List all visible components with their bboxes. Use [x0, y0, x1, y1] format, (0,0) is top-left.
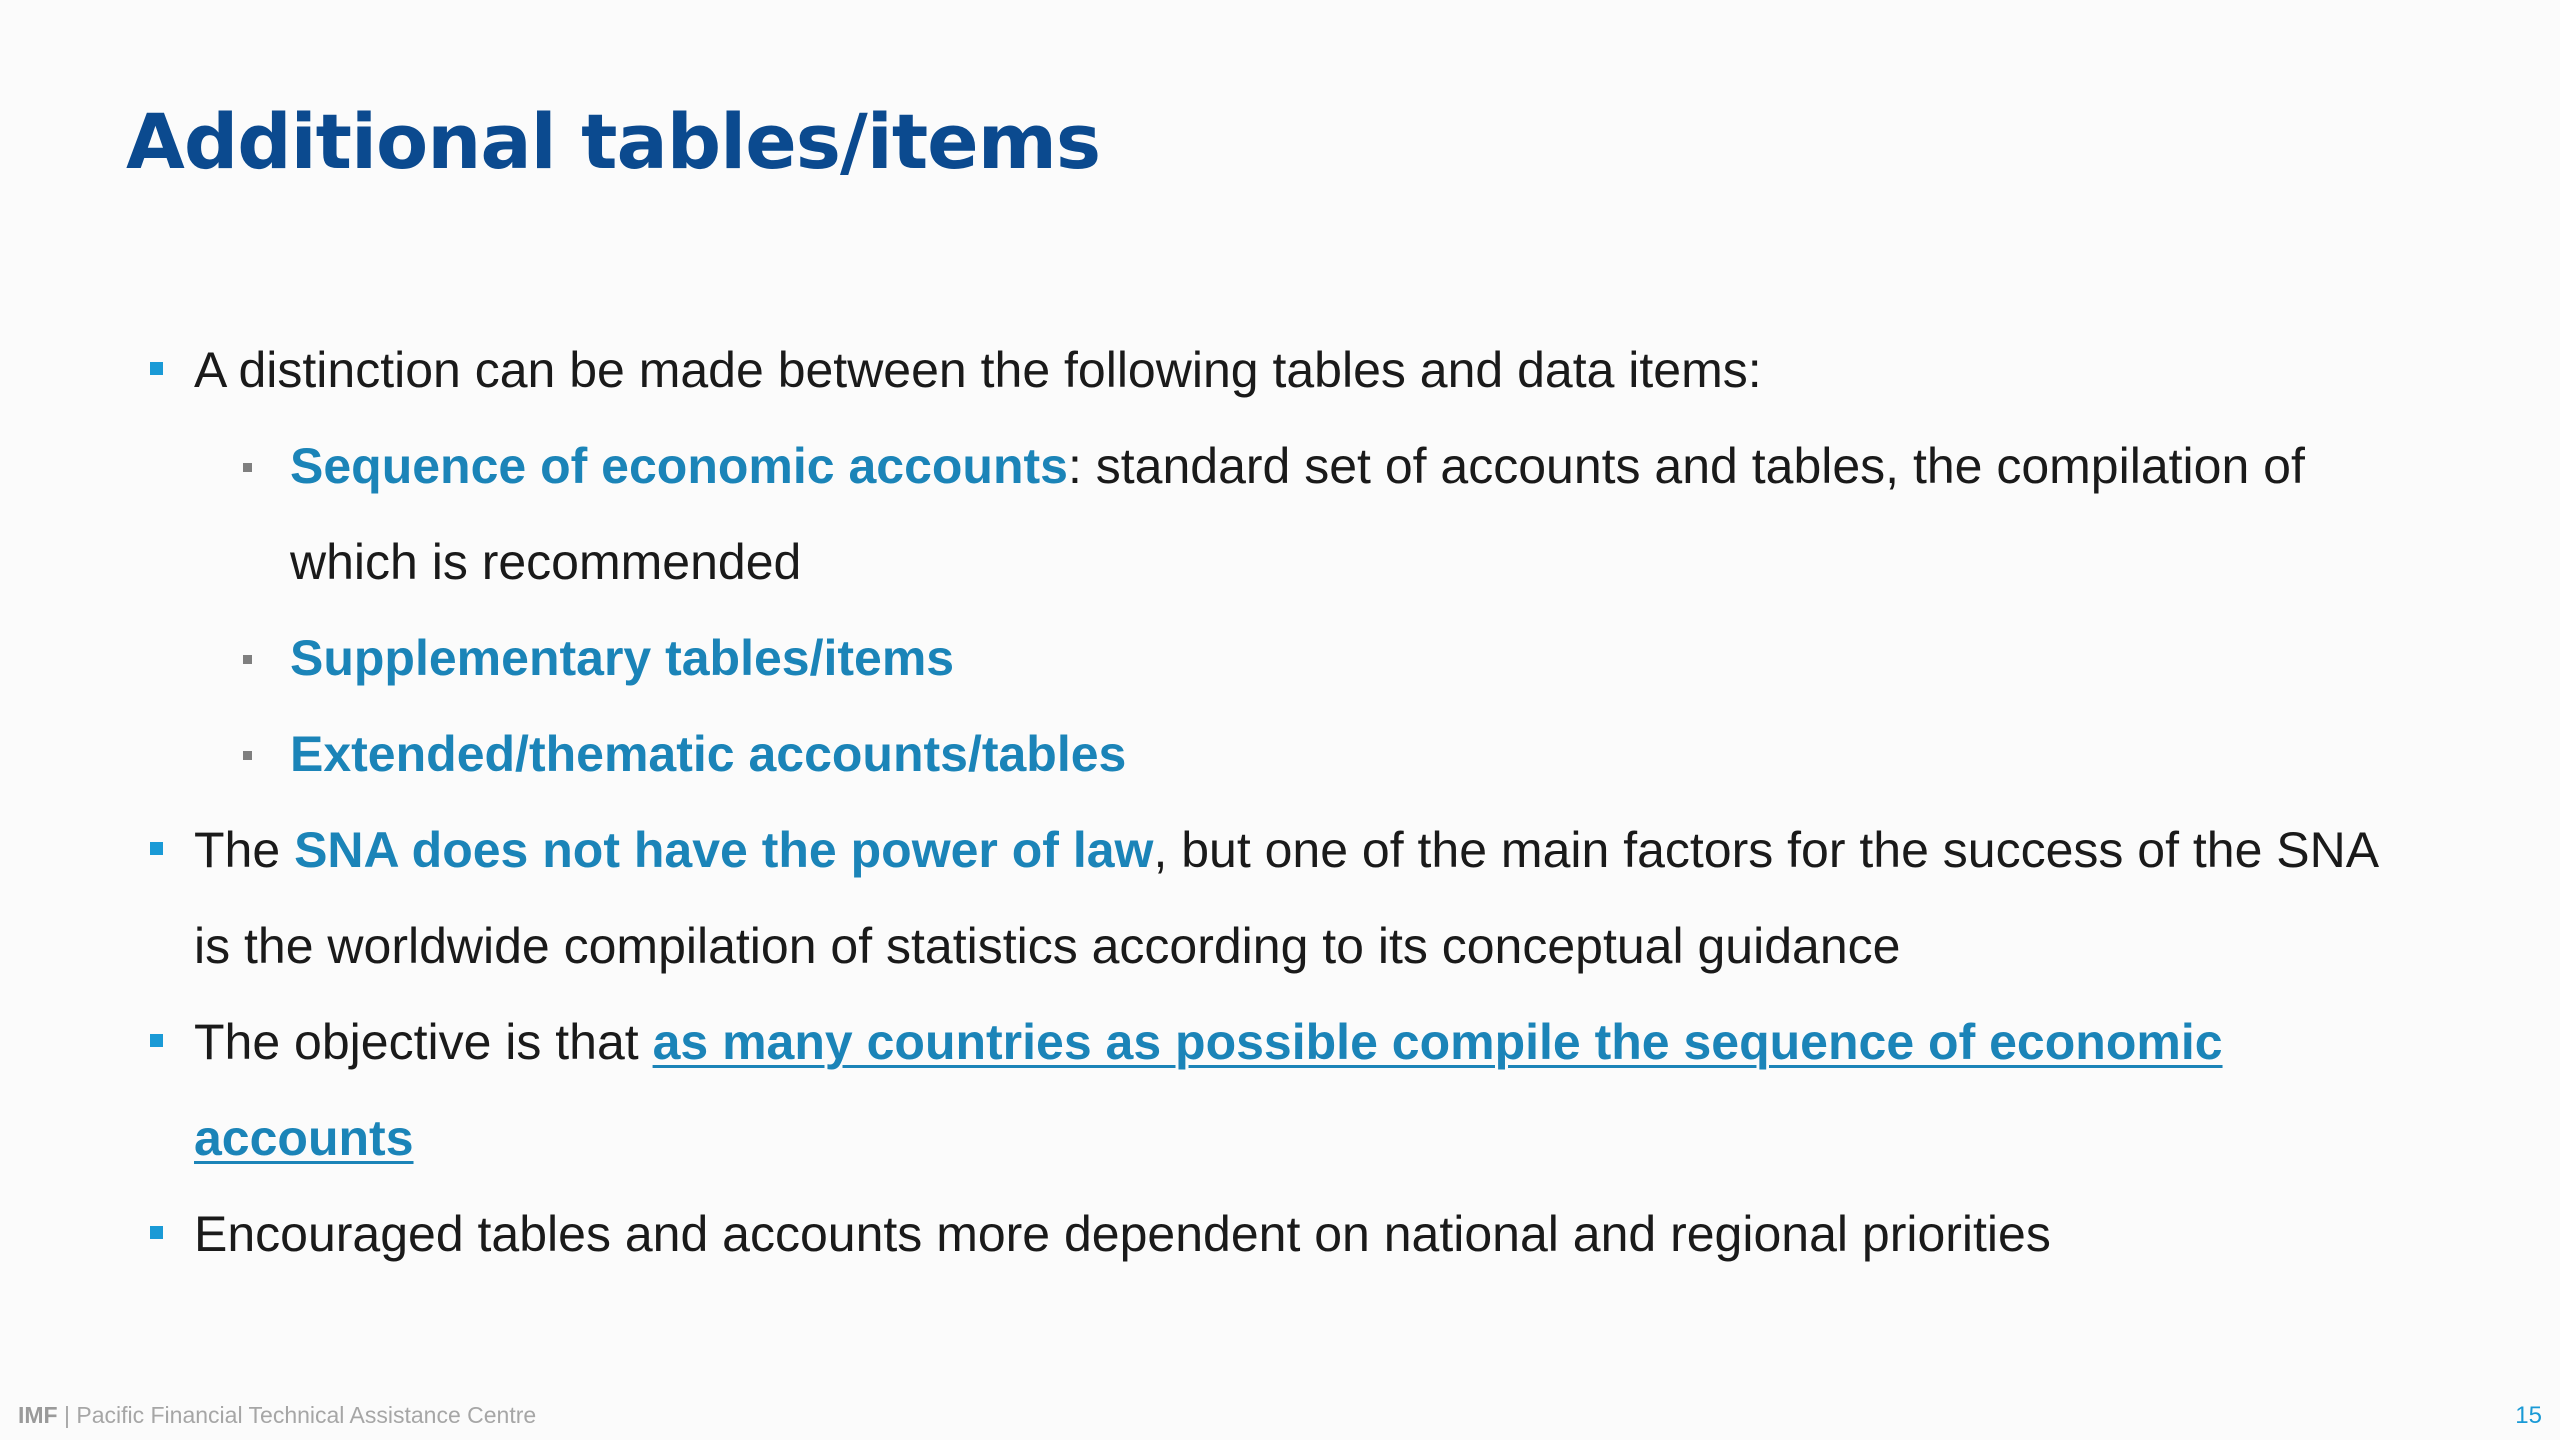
square-bullet-icon — [150, 1226, 163, 1239]
small-square-bullet-icon — [243, 463, 252, 472]
bullet-highlight: Extended/thematic accounts/tables — [290, 726, 1127, 782]
page-number: 15 — [2515, 1402, 2542, 1429]
footer-separator: | — [57, 1402, 77, 1428]
bullet-prefix: The — [194, 822, 295, 878]
bullet-text: , but one of the main factors for the success of the SNA is the worldwide compilation of statistics according to its conceptual guidance — [194, 822, 2377, 974]
bullet-highlight: SNA does not have the power of law — [294, 822, 1154, 878]
small-square-bullet-icon — [243, 751, 252, 760]
footer-centre-name: Pacific Financial Technical Assistance Centre — [76, 1402, 537, 1428]
slide-title: Additional tables/items — [126, 97, 1101, 186]
sub-bullet-item — [150, 706, 2410, 802]
bullet-list — [150, 322, 2410, 1282]
square-bullet-icon — [150, 842, 163, 855]
square-bullet-icon — [150, 1034, 163, 1047]
footer-org-logo: IMF — [18, 1402, 58, 1428]
bullet-prefix: The objective is that — [194, 1014, 653, 1070]
bullet-item — [150, 322, 2410, 418]
bullet-highlight: Sequence of economic accounts — [290, 438, 1068, 494]
bullet-text: Encouraged tables and accounts more dependent on national and regional priorities — [194, 1206, 2051, 1262]
sub-bullet-item — [150, 610, 2410, 706]
sub-bullet-item — [150, 418, 2410, 610]
bullet-item — [150, 994, 2410, 1186]
bullet-text: A distinction can be made between the following tables and data items: — [194, 342, 1762, 398]
footer — [18, 1402, 536, 1429]
square-bullet-icon — [150, 362, 163, 375]
bullet-text: : standard set of accounts and tables, the compilation of which is recommended — [290, 438, 2305, 590]
small-square-bullet-icon — [243, 655, 252, 664]
bullet-item — [150, 802, 2410, 994]
bullet-item — [150, 1186, 2410, 1282]
objective-link[interactable]: as many countries as possible compile the sequence of economic accounts — [194, 1014, 2223, 1166]
bullet-highlight: Supplementary tables/items — [290, 630, 955, 686]
